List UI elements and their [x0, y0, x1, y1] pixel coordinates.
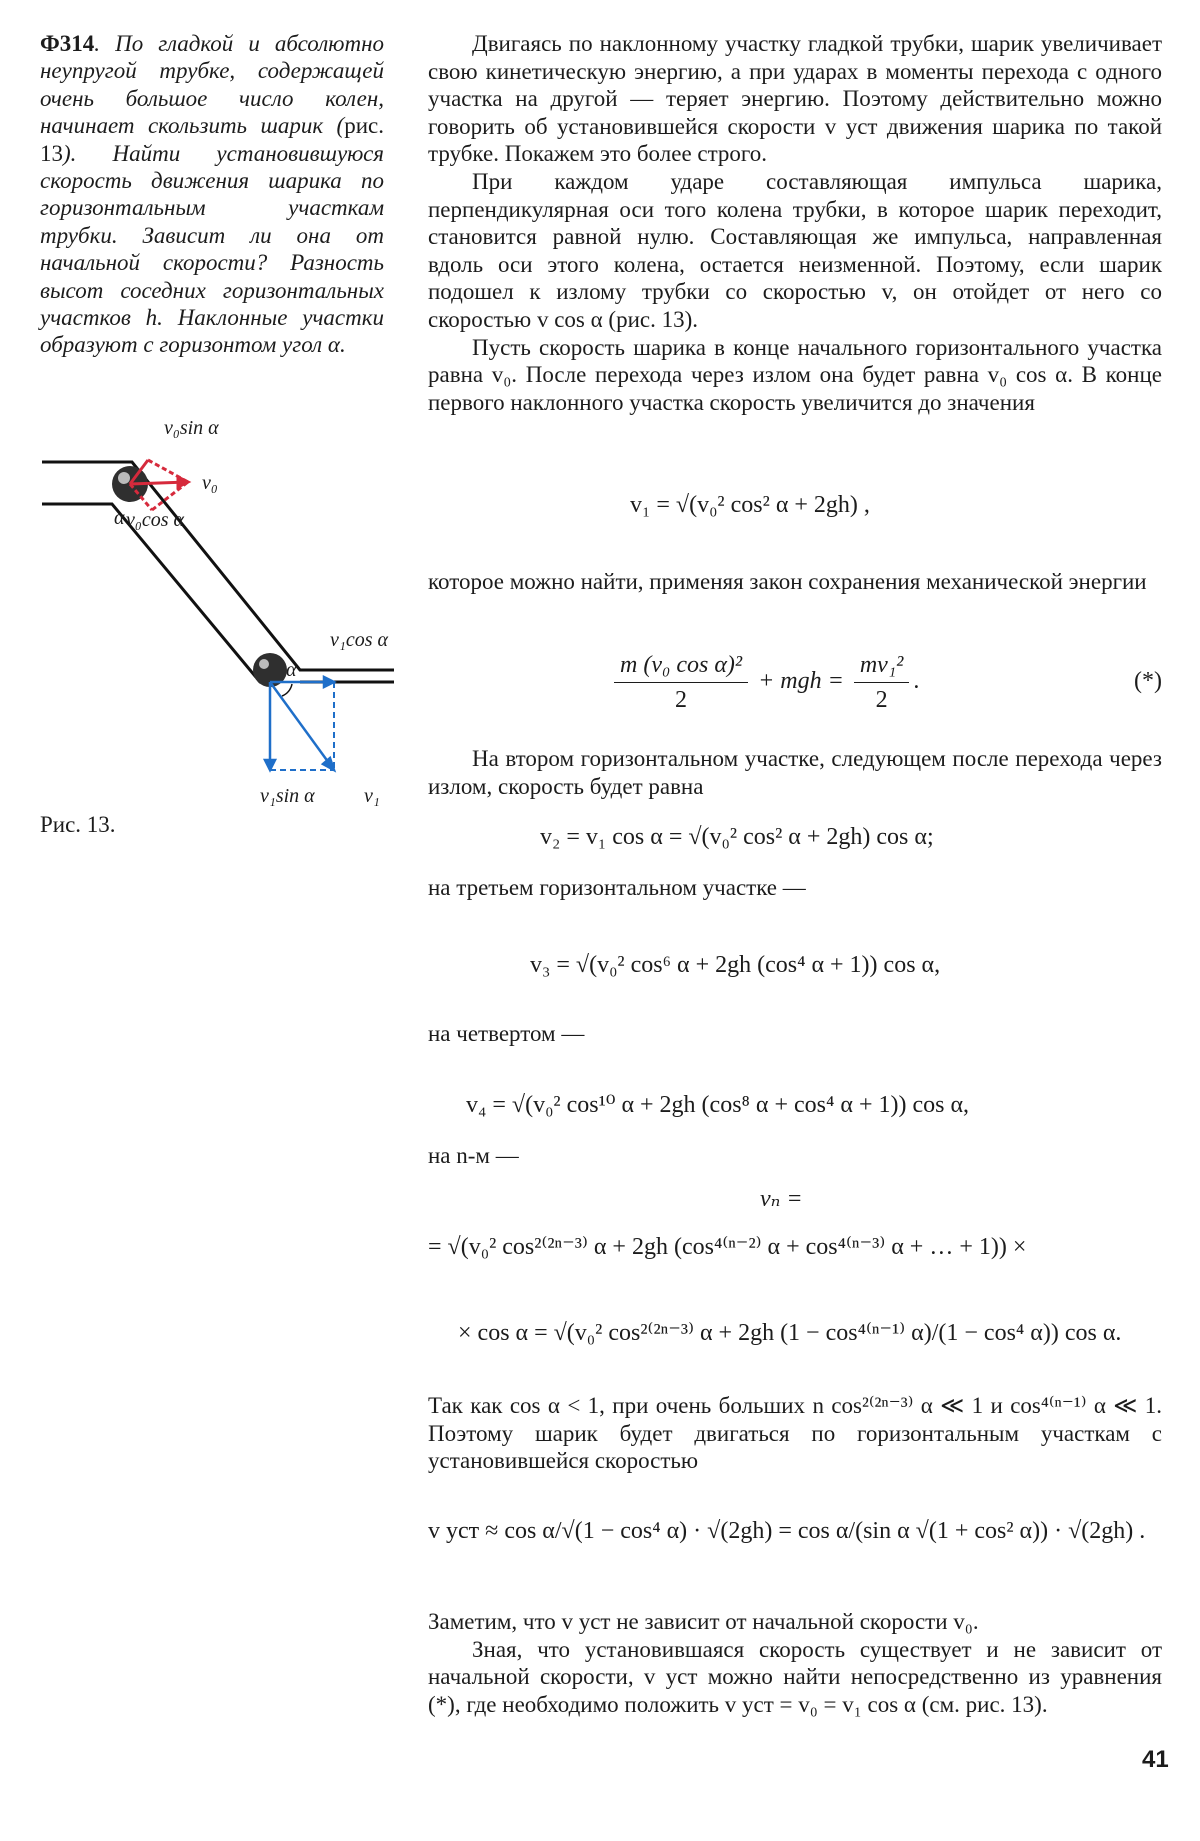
solution-paragraph-3: Пусть скорость шарика в конце начального горизонтального участка равна v₀. После перехода через излом она будет равна v₀ cos α. В конце первого наклонного участка скорость увеличится до значения	[428, 334, 1162, 415]
problem-statement: Ф314. По гладкой и абсолютно неупругой трубке, содержащей очень большое число колен, начинает скользить шарик (рис. 13). Найти установившуюся скорость движения шарика по горизонтальным участкам трубки. Зависит ли она от начальной скорости? Разность высот соседних горизонтальных участков h. Наклонные участки образуют с горизонтом угол α.	[40, 31, 385, 358]
formula-vn-line-1: = √(v₀² cos²⁽²ⁿ⁻³⁾ α + 2gh (cos⁴⁽ⁿ⁻²⁾ α + cos⁴⁽ⁿ⁻³⁾ α + … + 1)) ×	[428, 1234, 1027, 1260]
solution-block-7	[428, 1392, 1162, 1475]
formula-v4: v₄ = √(v₀² cos¹⁰ α + 2gh (cos⁸ α + cos⁴ α + 1)) cos α,	[466, 1092, 970, 1118]
solution-block-8	[428, 1608, 1162, 1718]
label-v0-sin: v₀sin α	[164, 417, 219, 439]
label-alpha-bottom: α	[286, 659, 297, 681]
formula-v3: v₃ = √(v₀² cos⁶ α + 2gh (cos⁴ α + 1)) cos α,	[530, 952, 941, 978]
v1-arrowhead	[323, 758, 334, 770]
formula-vn-label: vₙ =	[760, 1186, 803, 1212]
ball-top-highlight	[118, 472, 130, 484]
solution-paragraph-10: Заметим, что v уст не зависит от начальной скорости v₀.	[428, 1609, 979, 1634]
solution-block-6	[428, 1142, 1162, 1170]
solution-paragraph-6: на третьем горизонтальном участке —	[428, 875, 806, 900]
solution-block-4	[428, 874, 1162, 902]
angle-arc-bottom	[282, 684, 292, 696]
v1-cos-arrowhead	[324, 677, 334, 687]
red-vectors	[130, 460, 188, 510]
solution-block-2	[428, 568, 1162, 596]
label-v1-cos: v₁cos α	[330, 629, 388, 651]
solution-paragraph-4: которое можно найти, применяя закон сохранения механической энергии	[428, 569, 1147, 594]
formula-v1: v₁ = √(v₀² cos² α + 2gh) ,	[630, 492, 870, 518]
v1-vector	[270, 682, 334, 770]
label-v0-cos: v₀cos α	[126, 509, 184, 531]
problem-figure-ref: рис. 13	[40, 113, 384, 166]
ball-bottom-highlight	[259, 659, 269, 669]
label-v1: v₁	[364, 785, 380, 807]
formula-v2: v₂ = v₁ cos α = √(v₀² cos² α + 2gh) cos α;	[540, 824, 934, 850]
blue-vectors	[265, 677, 334, 770]
page-number: 41	[1142, 1746, 1169, 1773]
equation-tag: (*)	[1134, 668, 1162, 694]
solution-paragraph-8: на n-м —	[428, 1143, 519, 1168]
solution-paragraph-2: При каждом ударе составляющая импульса шарика, перпендикулярная оси того колена трубки, в которое шарик переходит, становится равной нулю. Составляющая же импульса, направленная вдоль оси этого колена, остается неизменной. Поэтому, если шарик подошел к излому трубки со скоростью v, он отойдет от него со скоростью v cos α (рис. 13).	[428, 168, 1162, 332]
solution-paragraph-7: на четвертом —	[428, 1021, 585, 1046]
figure-13	[30, 412, 430, 822]
label-v0: v₀	[202, 472, 218, 494]
energy-lhs-fraction: $\frac{\text{m (v₀ cos α)²}}{2}$	[614, 650, 748, 715]
label-alpha-top: α	[114, 507, 125, 529]
formula-vust: v уст ≈ cos α/√(1 − cos⁴ α) · √(2gh) = cos α/(sin α √(1 + cos² α)) · √(2gh) .	[428, 1518, 1146, 1544]
problem-number: Ф314	[40, 31, 95, 56]
solution-block-3	[428, 745, 1162, 800]
energy-rhs-fraction: $\frac{\text{mv₁²}}{2}$	[854, 650, 910, 715]
problem-text-part-1: По гладкой и абсолютно неупругой трубке, содержащей очень большое число колен, начинает скользить шарик (	[40, 31, 385, 139]
solution-paragraph-1: Двигаясь по наклонному участку гладкой трубки, шарик увеличивает свою кинетическую энергию, а при ударах в моменты перехода с одного участка на другой — теряет энергию. Поэтому действительно можно говорить об установившейся скорости v уст движения шарика по такой трубке. Покажем это более строго.	[428, 31, 1162, 167]
formula-energy: $\frac{\text{m (v₀ cos α)²}}{2}$ + mgh = $\frac{\text{mv₁²}}{2}$ . (*)	[610, 650, 1162, 715]
solution-paragraph-9: Так как cos α < 1, при очень больших n cos²⁽²ⁿ⁻³⁾ α ≪ 1 и cos⁴⁽ⁿ⁻¹⁾ α ≪ 1. Поэтому шарик будет двигаться по горизонтальным участкам с установившейся скоростью	[428, 1393, 1162, 1474]
problem-text-part-2: ). Найти установившуюся скорость движения шарика по горизонтальным участкам трубки. Зависит ли она от начальной скорости? Разность высот соседних горизонтальных участков h. Наклонные участки образуют с горизонтом угол α.	[40, 140, 384, 358]
solution-paragraph-5: На втором горизонтальном участке, следующем после перехода через излом, скорость будет равна	[428, 746, 1162, 799]
figure-caption: Рис. 13.	[40, 812, 116, 837]
solution-block-1	[428, 30, 1162, 416]
v1-sin-arrowhead	[265, 760, 275, 770]
formula-vn-line-2: × cos α = √(v₀² cos²⁽²ⁿ⁻³⁾ α + 2gh (1 − cos⁴⁽ⁿ⁻¹⁾ α)/(1 − cos⁴ α)) cos α.	[458, 1320, 1122, 1346]
solution-paragraph-11: Зная, что установившаяся скорость существует и не зависит от начальной скорости, v уст можно найти непосредственно из уравнения (*), где необходимо положить v уст = v₀ = v₁ cos α (см. рис. 13).	[428, 1636, 1162, 1717]
solution-block-5	[428, 1020, 1162, 1048]
label-v1-sin: v₁sin α	[260, 785, 315, 807]
